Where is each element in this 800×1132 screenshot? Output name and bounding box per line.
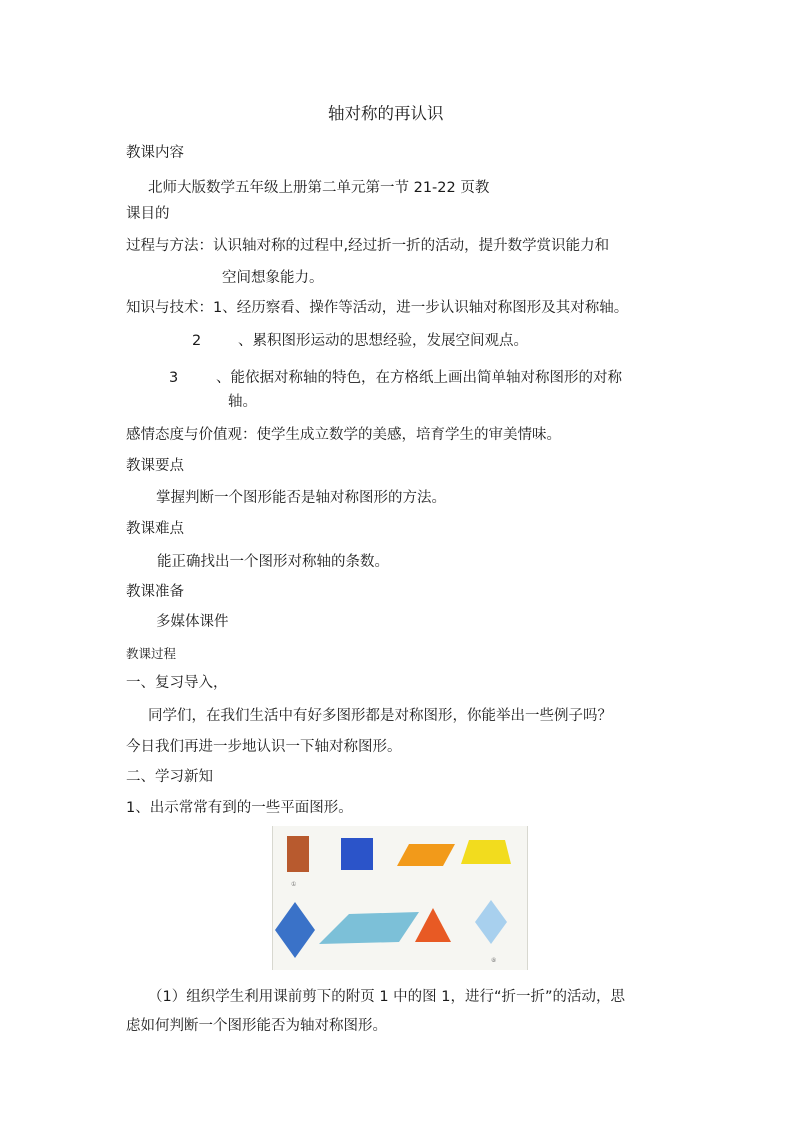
paragraph-line: 能正确找出一个图形对称轴的条数。 xyxy=(157,554,389,570)
paragraph-line: 虑如何判断一个图形能否为轴对称图形。 xyxy=(126,1018,387,1034)
paragraph-line: 知识与技术：1、经历察看、操作等活动，进一步认识轴对称图形及其对称轴。 xyxy=(126,300,629,316)
paragraph-line: 掌握判断一个图形能否是轴对称图形的方法。 xyxy=(156,490,446,506)
triangle-shape xyxy=(415,908,451,942)
paragraph-line: 轴。 xyxy=(228,394,257,410)
paragraph-line: 感情态度与价值观：使学生成立数学的美感，培育学生的审美情味。 xyxy=(126,427,561,443)
trapezoid-shape xyxy=(461,840,511,864)
paragraph-line: 一、复习导入， xyxy=(126,675,228,691)
rhombus-small-shape xyxy=(475,900,507,944)
shapes-svg xyxy=(273,826,527,970)
section-heading: 教课过程 xyxy=(126,646,177,661)
paragraph-line: 二、学习新知 xyxy=(126,769,213,785)
paragraph-line: 同学们，在我们生活中有好多图形都是对称图形，你能举出一些例子吗？ xyxy=(148,708,612,724)
shape-marker: ⑧ xyxy=(491,957,497,964)
paragraph-line: 今日我们再进一步地认识一下轴对称图形。 xyxy=(126,739,402,755)
shapes-figure xyxy=(272,826,528,970)
paragraph-line: 过程与方法：认识轴对称的过程中,经过折一折的活动，提升数学赏识能力和 xyxy=(126,238,610,254)
parallelogram-shape xyxy=(397,844,455,866)
square-shape xyxy=(341,838,373,870)
paragraph-line: 北师大版数学五年级上册第二单元第一节 21-22 页教 xyxy=(148,180,490,196)
paragraph-line: 、累积图形运动的思想经验，发展空间观点。 xyxy=(238,333,528,349)
section-heading: 课目的 xyxy=(126,206,170,222)
paragraph-line: 、能依据对称轴的特色，在方格纸上画出简单轴对称图形的对称 xyxy=(216,370,622,386)
paragraph-line: 1、出示常常有到的一些平面图形。 xyxy=(126,800,353,816)
section-heading: 教课准备 xyxy=(126,584,184,600)
section-heading: 教课要点 xyxy=(126,458,184,474)
rectangle-shape xyxy=(287,836,309,872)
shape-marker: ① xyxy=(291,881,297,888)
list-number: 3 xyxy=(169,370,179,386)
paragraph-line: （1）组织学生利用课前剪下的附页 1 中的图 1，进行“折一折”的活动，思 xyxy=(148,989,626,1005)
paragraph-line: 多媒体课件 xyxy=(156,614,229,630)
paragraph-line: 空间想象能力。 xyxy=(222,270,324,286)
document-title: 轴对称的再认识 xyxy=(328,104,444,123)
list-number: 2 xyxy=(192,333,202,349)
trapezoid-long-shape xyxy=(319,912,419,944)
rhombus-shape xyxy=(275,902,315,958)
section-heading: 教课内容 xyxy=(126,145,184,161)
section-heading: 教课难点 xyxy=(126,521,184,537)
